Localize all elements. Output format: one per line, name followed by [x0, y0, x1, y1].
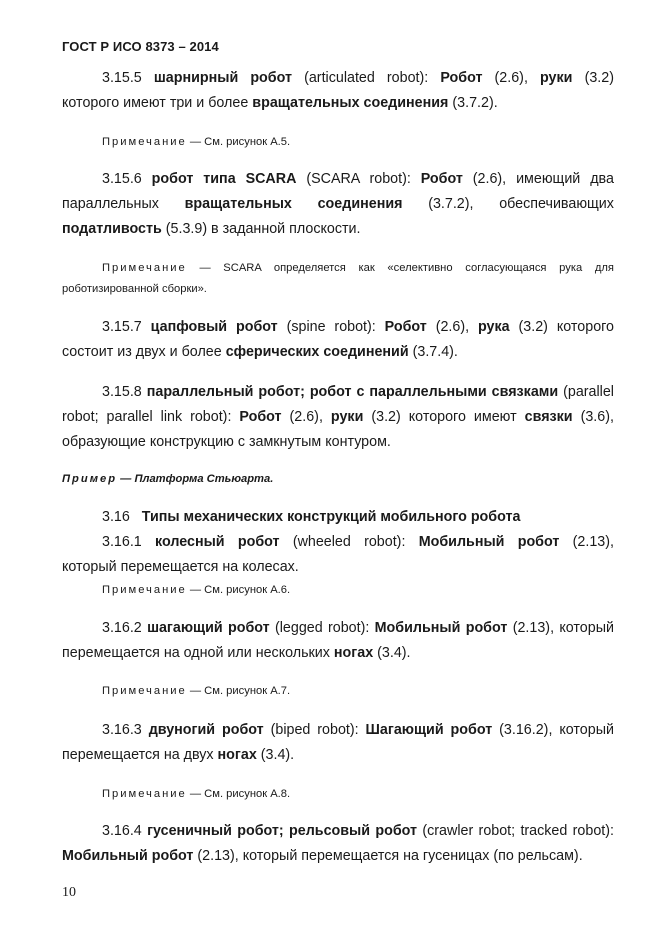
para-line: который перемещается на колесах. [62, 559, 299, 575]
section-3-16-heading: 3.16 Типы механических конструкций мобильного робота [102, 509, 521, 525]
term-3-15-8 [62, 380, 614, 455]
para-line: перемещается на одной или нескольких ногах (3.4). [62, 645, 411, 661]
note-a8: Примечание — См. рисунок А.8. [102, 788, 291, 800]
para-line: которого имеют три и более вращательных соединения (3.7.2). [62, 95, 498, 111]
para-line: Мобильный робот (2.13), который перемещается на гусеницах (по рельсам). [62, 848, 583, 864]
term-3-16-2 [62, 616, 614, 666]
para-line: 3.15.7 цапфовый робот (spine robot): Робот (2.6), рука (3.2) которого [102, 319, 614, 335]
para-line: параллельных вращательных соединения (3.7.2), обеспечивающих [62, 196, 614, 212]
para-line: податливость (5.3.9) в заданной плоскости. [62, 221, 361, 237]
term-3-16-4 [62, 819, 614, 869]
para-line: 3.15.5 шарнирный робот (articulated robot): Робот (2.6), руки (3.2) [102, 70, 614, 86]
note-a6: Примечание — См. рисунок А.6. [102, 584, 291, 596]
para-line: 3.15.8 параллельный робот; робот с параллельными связками (parallel [102, 384, 614, 400]
para-line: 3.16.3 двуногий робот (biped robot): Шагающий робот (3.16.2), который [102, 722, 614, 738]
note-a7: Примечание — См. рисунок А.7. [102, 685, 291, 697]
page-number: 10 [62, 885, 76, 900]
para-line: 3.15.6 робот типа SCARA (SCARA robot): Робот (2.6), имеющий два [102, 171, 614, 187]
term-3-15-7 [62, 315, 614, 365]
document-header: ГОСТ Р ИСО 8373 – 2014 [62, 39, 219, 54]
example-stewart: Пример — Платформа Стьюарта. [62, 473, 274, 485]
term-3-15-5 [62, 66, 614, 116]
para-line: 3.16.2 шагающий робот (legged robot): Мобильный робот (2.13), который [102, 620, 614, 636]
term-3-15-6 [62, 167, 614, 242]
note-scara: Примечание — SCARA определяется как «селективно согласующаяся рука для роботизированной сборки». [62, 262, 614, 295]
para-line: образующие конструкцию с замкнутым контуром. [62, 434, 391, 450]
note-a5: Примечание — См. рисунок А.5. [102, 136, 291, 148]
term-3-16-1 [62, 530, 614, 580]
para-line: 3.16.1 колесный робот (wheeled robot): Мобильный робот (2.13), [102, 534, 614, 550]
para-line: 3.16.4 гусеничный робот; рельсовый робот (crawler robot; tracked robot): [102, 823, 614, 839]
para-line: robot; parallel link robot): Робот (2.6), руки (3.2) которого имеют связки (3.6), [62, 409, 614, 425]
para-line: состоит из двух и более сферических соединений (3.7.4). [62, 344, 458, 360]
term-3-16-3 [62, 718, 614, 768]
para-line: перемещается на двух ногах (3.4). [62, 747, 295, 763]
